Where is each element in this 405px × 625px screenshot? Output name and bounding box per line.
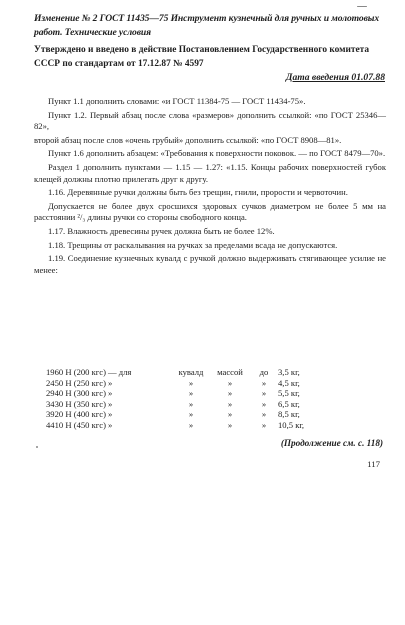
force-col-a: — для [108,367,132,377]
force-col-a: » [108,377,113,388]
force-newton: 4410 Н [46,419,72,430]
force-col-c: » [227,388,233,399]
paragraph-knots: Допускается не более двух сросшихся здоровых сучков диаметром не более 5 мм на расстоянии ²/₃ длины ручки со стороны свободного конца. [34,200,386,223]
force-col-d: » [261,377,267,388]
force-mass: 5,5 кг, [278,388,300,399]
force-col-a: » [108,409,113,420]
force-kgs: (450 кгс) [73,419,106,430]
force-kgs: (250 кгс) [73,377,106,388]
force-newton: 2940 Н [46,388,72,399]
paragraph-1-16: 1.16. Деревянные ручки должны быть без трещин, гнили, прорости и червоточин. [48,187,348,198]
force-row [46,388,346,399]
force-mass: 8,5 кг, [278,409,300,420]
amendment-body [34,96,386,278]
force-col-b: » [188,409,194,420]
force-kgs: (300 кгс) [73,388,106,399]
force-col-d: » [261,409,267,420]
force-col-d: » [261,419,267,430]
force-kgs: (400 кгс) [73,409,106,420]
force-kgs: (350 кгс) [73,398,106,409]
force-mass: 10,5 кг, [278,419,305,430]
force-list [46,367,346,431]
force-col-d: » [261,388,267,399]
paragraph-1-18: 1.18. Трещины от раскалывания на ручках за пределами всада не допускаются. [48,239,338,250]
paragraph-1-6: Пункт 1.6 дополнить абзацем: «Требования к поверхности поковок. — по ГОСТ 8479—70». [48,148,386,159]
paragraph-1-2-second: второй абзац после слов «очень грубый» дополнить ссылкой: «по ГОСТ 8908—81». [34,134,342,145]
continued-note: (Продолжение см. с. 118) [280,438,383,448]
force-col-c: » [227,377,233,388]
force-col-a: » [108,388,113,399]
force-col-d: » [261,398,267,409]
force-row [46,409,346,420]
force-col-c: » [227,409,233,420]
force-col-b: » [188,398,194,409]
scan-speck [36,446,38,448]
force-col-c: массой [217,367,243,377]
force-col-a: » [108,419,113,430]
force-mass: 6,5 кг, [278,398,300,409]
force-newton: 3920 Н [46,409,72,420]
force-row [46,420,346,431]
force-col-a: » [108,398,113,409]
force-newton: 2450 Н [46,377,72,388]
paragraph-section-1: Раздел 1 дополнить пунктами — 1.15 — 1.27: «1.15. Концы рабочих поверхностей губок клещей должны плотно прилегать друг к другу. [34,161,386,184]
force-mass: 4,5 кг, [278,377,300,388]
force-row [46,367,346,378]
force-col-b: » [188,377,194,388]
force-col-d: до [259,367,269,377]
paragraph-1-17: 1.17. Влажность древесины ручек должна быть не более 12%. [48,225,275,236]
effective-date: Дата введения 01.07.88 [285,72,385,83]
force-newton: 3430 Н [46,398,72,409]
force-col-b: кувалд [178,367,204,377]
force-col-c: » [227,419,233,430]
paragraph-1-2: Пункт 1.2. Первый абзац после слова «размеров» дополнить ссылкой: «по ГОСТ 25346—82», [34,109,386,132]
page-number: 117 [367,459,380,469]
force-row [46,399,346,410]
paragraph-1-19: 1.19. Соединение кузнечных кувалд с ручкой должно выдерживать стягивающее усилие не менее: [34,253,386,275]
force-newton: 1960 Н [46,367,72,377]
approval-statement: Утверждено и введено в действие Постановлением Государственного комитета СССР по стандартам от 17.12.87 № 4597 [34,45,370,69]
force-row [46,378,346,389]
force-col-b: » [188,419,194,430]
force-mass: 3,5 кг, [278,367,300,377]
force-col-b: » [188,388,194,399]
scan-speck [357,6,367,7]
force-col-c: » [227,398,233,409]
paragraph-1-1: Пункт 1.1 дополнить словами: «и ГОСТ 11384-75 — ГОСТ 11434-75». [48,96,306,106]
amendment-title: Изменение № 2 ГОСТ 11435—75 Инструмент кузнечный для ручных и молотовых работ. Технические условия [34,13,380,38]
force-kgs: (200 кгс) [73,367,106,377]
